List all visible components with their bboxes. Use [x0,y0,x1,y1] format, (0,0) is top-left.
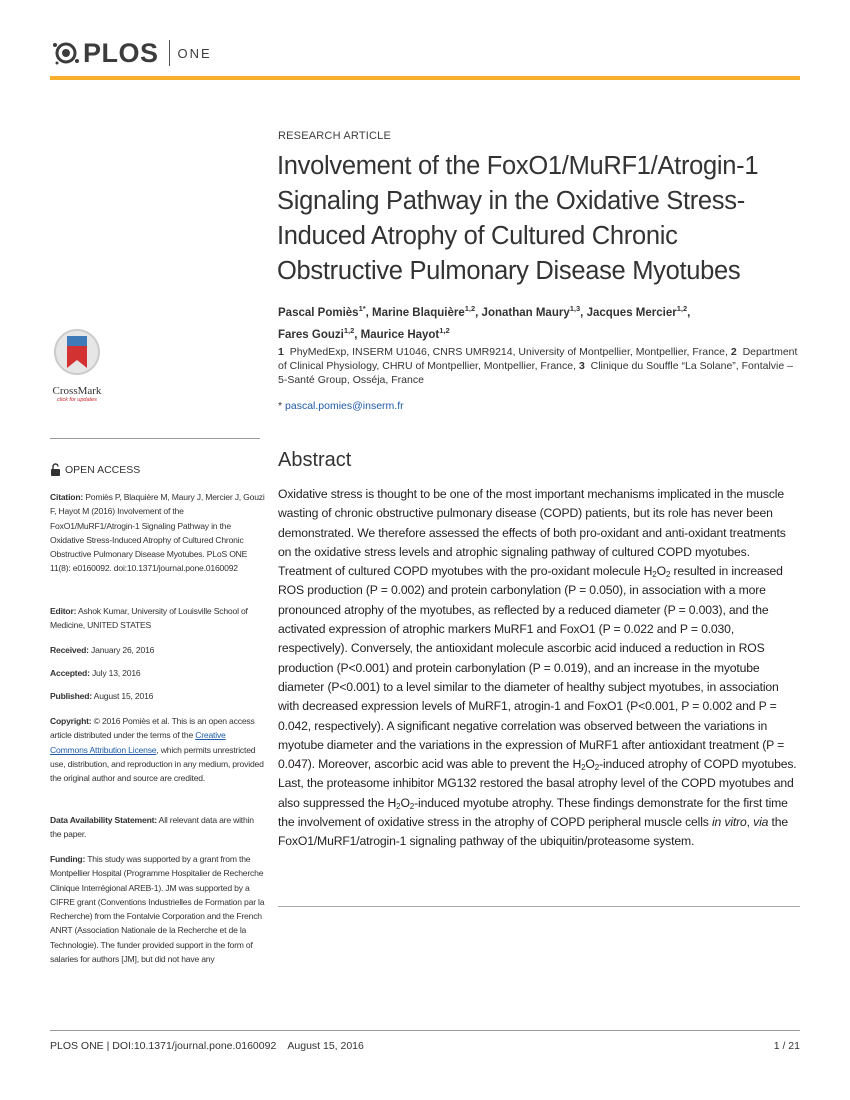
formula-o: O [585,757,595,772]
affil-number: 1 [278,346,284,358]
copyright-block [50,714,265,785]
published-block [50,689,265,703]
copyright-text-after: , which permits unrestricted use, distribution, and reproduction in any medium, provided the original author and source are credited. [50,744,264,784]
abstract-part: Oxidative stress is thought to be one of the most important mechanisms implicated in the muscle wasting of chronic obstructive pulmonary disease (COPD) patients, but its role has never been demonstrated. We therefore assessed the effects of both pro-oxidant and anti-oxidant treatments on the oxidative stress levels and atrophic signaling pathway of cultured COPD myotubes. Treatment of cultured COPD myotubes with the pro-oxidant molecule [278,487,786,579]
corr-email-link[interactable]: pascal.pomies@inserm.fr [285,400,404,412]
affiliations [278,345,798,387]
article-type: RESEARCH ARTICLE [278,130,392,142]
affil-number: 2 [730,346,737,358]
open-lock-icon [50,463,61,476]
crossmark-icon [53,328,101,378]
author-name: Marine Blaquière [372,306,465,319]
data-availability-block [50,813,265,842]
correspondence [278,400,404,412]
affil-text: Department of Clinical Physiology, CHRU of Montpellier, Montpellier, France, [278,346,798,372]
copyright-label: Copyright: [50,716,92,726]
author-name: Jonathan Maury [481,306,570,319]
formula-o: O [400,795,410,810]
article-title: Involvement of the FoxO1/MuRF1/Atrogin-1 Signaling Pathway in the Oxidative Stress-Induced Atrophy of Cultured Chronic Obstructive Pulmonary Disease Myotubes [277,152,759,285]
author-affil-sup: 1,2 [439,325,450,335]
editor-label: Editor: [50,606,77,616]
affil-text: PhyMedExp, INSERM U1046, CNRS UMR9214, University of Montpellier, Montpellier, France, [289,346,728,358]
data-availability-text: All relevant data are within the paper. [50,815,254,840]
formula-h: H [572,757,582,772]
abstract-part: the FoxO1/MuRF1/atrogin-1 signaling pathway of the ubiquitin/proteasome system. [278,815,789,849]
crossmark-label: CrossMark [52,385,102,397]
formula-sub: 2 [409,801,415,811]
citation-text: Pomiès P, Blaquière M, Maury J, Mercier J, Gouzi F, Hayot M (2016) Involvement of the FoxO1/MuRF1/Atrogin-1 Signaling Pathway in the Oxidative Stress-Induced Atrophy of Cultured Chronic Obstructive Pulmonary Disease Myotubes. PLoS ONE 11(8): e0160092. doi:10.1371/journal.pone.0160092 [50,492,265,574]
left-column-rule [50,438,260,439]
license-link[interactable]: Creative Commons Attribution License [50,730,226,755]
abstract-rule [278,906,800,907]
abstract-part: -induced atrophy of COPD myotubes. Last, the proteasome inhibitor MG132 restored the basal atrophy level of the COPD myotubes and also suppressed the [278,757,797,810]
author-affil-sup: 1,2 [343,325,355,335]
formula-sub: 2 [581,763,586,773]
editor-text: Ashok Kumar, University of Louisville School of Medicine, UNITED STATES [50,606,248,631]
formula-sub: 2 [665,570,671,580]
author-list: Pascal Pomiès$^{1*}$, Marine Blaquière$^{1,2}$, Jonathan Maury$^{1,3}$, Jacques Mercier$^{1,2}$, Fares Gouzi$^{1,2}$, Maurice Hayot$^{1,2}$ [278,304,691,341]
formula-sub: 2 [396,801,401,811]
plos-brand: PLOS [83,37,159,68]
header-rule [50,76,800,80]
abstract-italic: in vitro [711,815,747,830]
funding-text: This study was supported by a grant from the Montpellier Hospital (Programme Hospitalier de Recherche Clinique Interrégional AREB-1). JM was supported by a CIFRE grant (Conventions Industrielles de Formation par la Recherche) from the Fontalvie Corporation and the French ANRT (Association Nationale de la Recherche et de la Technologie). The funder provided support in the form of salaries for authors [JM], but did not have any [50,854,265,965]
journal-name: ONE [177,45,212,61]
formula-sub: 2 [594,763,600,773]
data-availability-label: Data Availability Statement: [50,815,157,825]
open-access-badge [50,463,140,476]
funding-label: Funding: [50,854,86,864]
received-block [50,643,265,657]
formula-o: O [656,564,666,579]
author-name: Jacques Mercier [586,306,677,319]
page-number: 1 / 21 [773,1040,800,1052]
corr-star: * [278,400,283,412]
crossmark-sublabel: click for updates [57,397,97,403]
abstract-italic: via [753,815,769,830]
abstract-part: resulted in increased ROS production (P = 0.002) and protein carbonylation (P = 0.050), in association with a more pronounced atrophy of the myotubes, as reflected by a reduced diameter (P = 0.003), and the activated expression of atrophic markers MuRF1 and FoxO1 (P = 0.022 and P = 0.030, respectively). Conversely, the antioxidant molecule ascorbic acid induced a reduction in ROS production (P<0.001) and protein carbonylation (P = 0.019), and an increase in the myotube diameter (P<0.001) to a level similar to the diameter of healthy subject myotubes, in association with decreased expression levels of MuRF1, atrogin-1 and FoxO1 (P<0.001, P = 0.002 and P = 0.042, respectively). A significant negative correlation was observed between the variations in myotube diameter and the variations in the expression of MuRF1 after antioxidant treatment (P = 0.047). Moreover, ascorbic acid was able to prevent the [278,564,785,772]
affil-text: Clinique du Souffle “La Solane”, Fontalvie – 5-Santé Group, Osséja, France [278,360,793,386]
h2o2-formula [572,757,599,771]
logo-divider [169,40,170,66]
funding-block [50,852,265,966]
formula-h: H [643,564,653,579]
author-name: Pascal Pomiès [278,306,359,319]
author-affil-sup: 1* [358,304,366,313]
footer-rule [50,1030,800,1031]
received-date: January 26, 2016 [91,645,155,655]
abstract-text: Oxidative stress is thought to be one of the most important mechanisms implicated in the muscle wasting of chronic obstructive pulmonary disease (COPD) patients, but its role has never been demonstrated. We therefore assessed the effects of both pro-oxidant and anti-oxidant treatments on the oxidative stress levels and atrophic signaling pathway of cultured COPD myotubes. Treatment of cultured COPD myotubes with the pro-oxidant molecule $H_2O_2$ resulted in increased ROS production (P = 0.002) and protein carbonylation (P = 0.050), in association with a more pronounced atrophy of the myotubes, as reflected by a reduced diameter (P = 0.003), and the activated expression of atrophic markers MuRF1 and FoxO1 (P = 0.022 and P = 0.030, respectively). Conversely, the antioxidant molecule ascorbic acid induced a reduction in ROS production (P<0.001) and protein carbonylation (P = 0.019), and an increase in the myotube diameter (P<0.001) to a level similar to the diameter of healthy subject myotubes, in association with decreased expression levels of MuRF1, atrogin-1 and FoxO1 (P<0.001, P = 0.002 and P = 0.042, respectively). A significant negative correlation was observed between the variations in myotube diameter and the variations in the expression of MuRF1 after antioxidant treatment (P = 0.047). Moreover, ascorbic acid was able to prevent the $H_2O_2$-induced atrophy of COPD myotubes. Last, the proteasome inhibitor MG132 restored the basal atrophy level of the COPD myotubes and also suppressed the $H_2O_2$-induced myotube atrophy. These findings demonstrate for the first time the involvement of oxidative stress in the atrophy of COPD peripheral muscle cells in vitro, via the FoxO1/MuRF1/atrogin-1 signaling pathway of the ubiquitin/proteasome system. [278,487,797,849]
formula-h: H [387,795,397,810]
affil-number: 3 [578,360,585,372]
h2o2-formula [644,564,671,578]
accepted-label: Accepted: [50,668,90,678]
plos-logo-icon [52,39,80,67]
formula-sub: 2 [652,570,657,580]
published-label: Published: [50,691,92,701]
abstract-part: -induced myotube atrophy. These findings demonstrate for the first time the involvement of oxidative stress in the atrophy of COPD peripheral muscle cells [278,795,788,830]
h2o2-formula [387,796,414,810]
received-label: Received: [50,645,89,655]
citation-block [50,490,265,576]
author-affil-sup: 1,3 [569,304,581,313]
crossmark-badge[interactable] [45,328,109,403]
author-affil-sup: 1,2 [676,304,688,313]
author-name: Fares Gouzi [278,328,344,341]
plos-logo[interactable] [52,38,212,68]
copyright-text: © 2016 Pomiès et al. This is an open access article distributed under the terms of the [50,716,255,741]
published-date: August 15, 2016 [93,691,154,701]
citation-label: Citation: [50,492,84,502]
editor-block [50,604,265,633]
author-affil-sup: 1,2 [464,304,476,313]
accepted-date: July 13, 2016 [91,668,141,678]
author-name: Maurice Hayot [360,328,440,341]
abstract-heading: Abstract [278,449,352,471]
accepted-block [50,666,265,680]
open-access-label: OPEN ACCESS [65,463,141,476]
footer-citation: PLOS ONE | DOI:10.1371/journal.pone.0160092 August 15, 2016 [50,1040,364,1052]
